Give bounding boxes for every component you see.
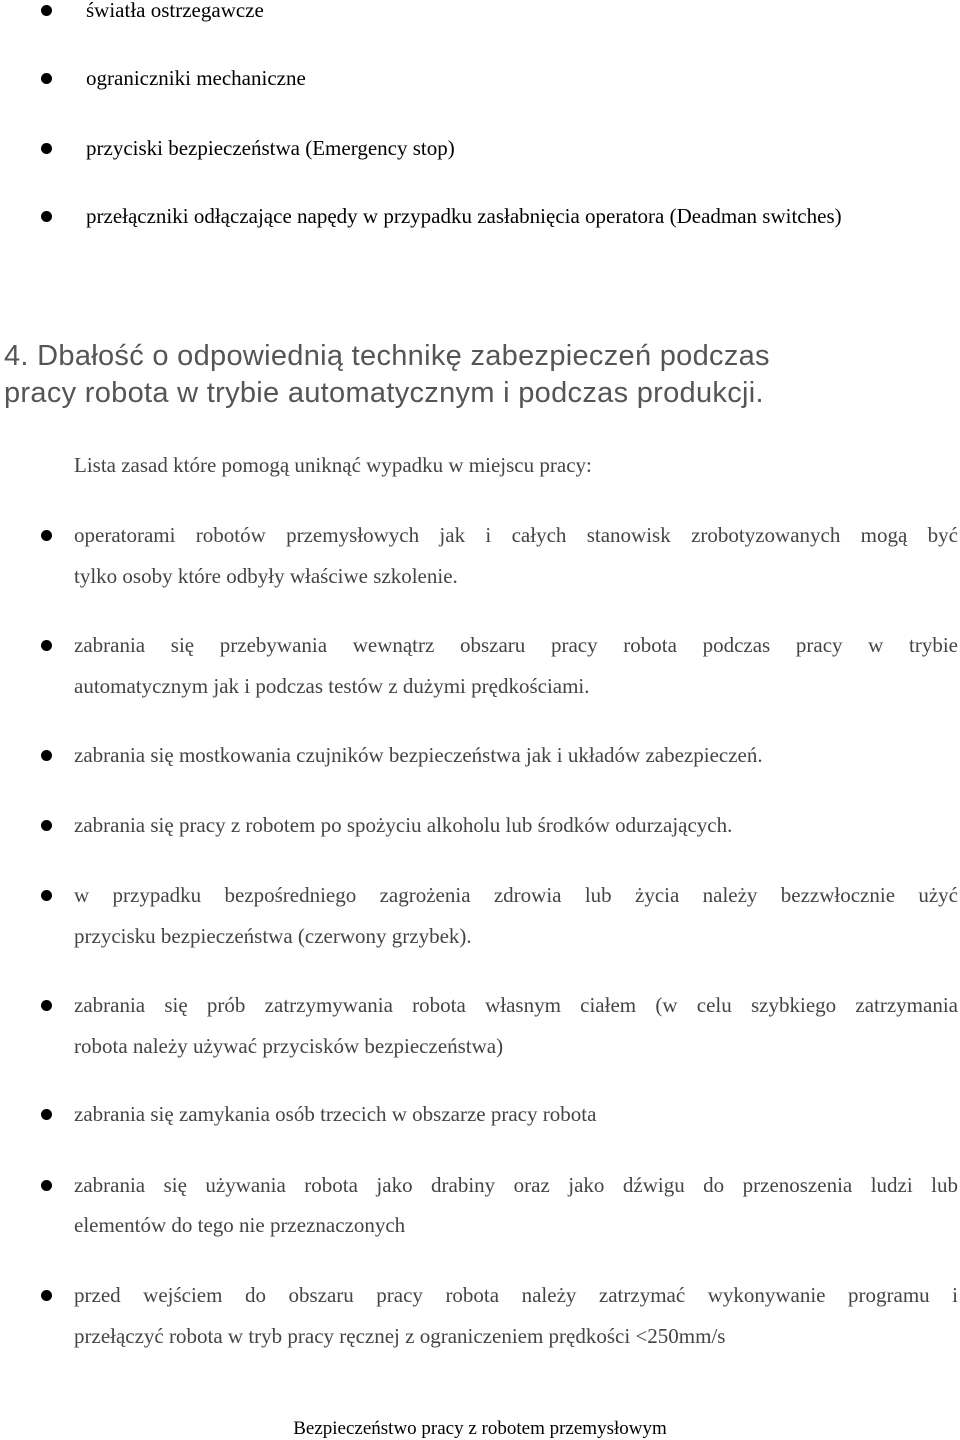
rule-line: zabrania się prób zatrzymywania robota własnym ciałem (w celu szybkiego zatrzymania	[74, 993, 958, 1017]
bullet-icon	[41, 211, 52, 222]
bullet-icon	[41, 73, 52, 84]
list-item: przyciski bezpieczeństwa (Emergency stop)	[86, 136, 455, 160]
rule-continuation: przełączyć robota w tryb pracy ręcznej z ograniczeniem prędkości <250mm/s	[74, 1324, 726, 1348]
rule-continuation: robota należy używać przycisków bezpieczeństwa)	[74, 1034, 504, 1058]
rule-continuation: przycisku bezpieczeństwa (czerwony grzybek).	[74, 924, 472, 948]
list-item: przełączniki odłączające napędy w przypadku zasłabnięcia operatora (Deadman switches)	[86, 204, 842, 228]
section-heading-line-2: pracy robota w trybie automatycznym i podczas produkcji.	[4, 377, 764, 409]
rule-line: operatorami robotów przemysłowych jak i całych stanowisk zrobotyzowanych mogą być	[74, 523, 958, 547]
bullet-icon	[41, 820, 52, 831]
bullet-icon	[41, 750, 52, 761]
bullet-icon	[41, 1000, 52, 1011]
intro-text: Lista zasad które pomogą uniknąć wypadku w miejscu pracy:	[74, 453, 592, 477]
rule-item: zabrania się mostkowania czujników bezpieczeństwa jak i układów zabezpieczeń.	[74, 743, 763, 767]
bullet-icon	[41, 1180, 52, 1191]
section-heading-line-1: 4. Dbałość o odpowiednią technikę zabezpieczeń podczas	[4, 340, 770, 372]
rule-line: w przypadku bezpośredniego zagrożenia zdrowia lub życia należy bezzwłocznie użyć	[74, 883, 958, 907]
rule-item: zabrania się zamykania osób trzecich w obszarze pracy robota	[74, 1102, 597, 1126]
bullet-icon	[41, 143, 52, 154]
rule-line: zabrania się używania robota jako drabiny oraz jako dźwigu do przenoszenia ludzi lub	[74, 1173, 958, 1197]
bullet-icon	[41, 5, 52, 16]
rule-line: przed wejściem do obszaru pracy robota należy zatrzymać wykonywanie programu i	[74, 1283, 958, 1307]
rule-continuation: automatycznym jak i podczas testów z dużymi prędkościami.	[74, 674, 590, 698]
rule-continuation: elementów do tego nie przeznaczonych	[74, 1213, 406, 1237]
list-item: światła ostrzegawcze	[86, 0, 264, 22]
page-footer: Bezpieczeństwo pracy z robotem przemysłowym	[293, 1418, 667, 1439]
rule-continuation: tylko osoby które odbyły właściwe szkolenie.	[74, 564, 458, 588]
bullet-icon	[41, 890, 52, 901]
rule-item: zabrania się pracy z robotem po spożyciu alkoholu lub środków odurzających.	[74, 813, 733, 837]
list-item: ograniczniki mechaniczne	[86, 66, 306, 90]
bullet-icon	[41, 1290, 52, 1301]
rule-line: zabrania się przebywania wewnątrz obszaru pracy robota podczas pracy w trybie	[74, 633, 958, 657]
bullet-icon	[41, 530, 52, 541]
bullet-icon	[41, 640, 52, 651]
bullet-icon	[41, 1109, 52, 1120]
